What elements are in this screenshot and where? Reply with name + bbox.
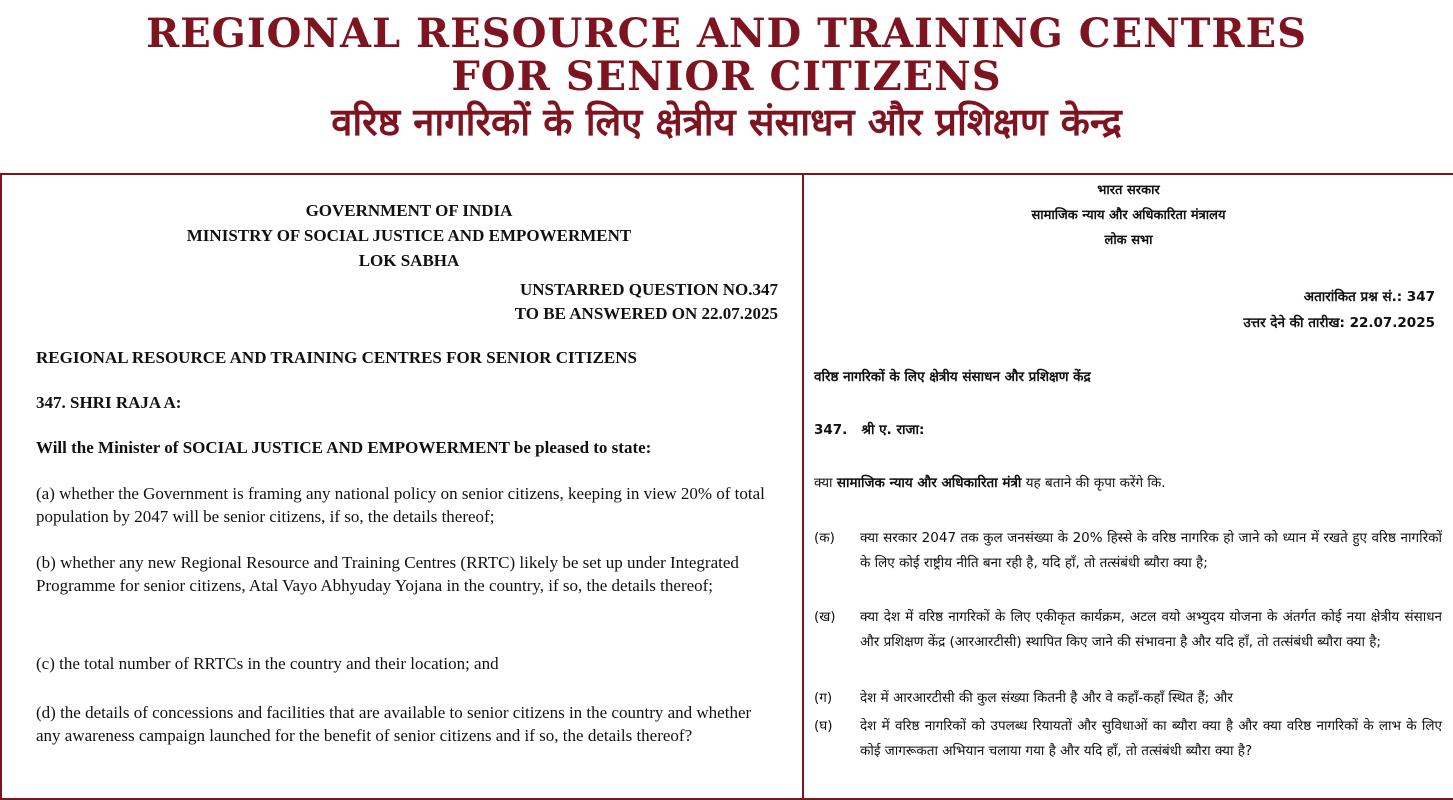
answer-date-hindi: उत्तर देने की तारीख: 22.07.2025: [1243, 315, 1435, 331]
ministry-heading: MINISTRY OF SOCIAL JUSTICE AND EMPOWERMENT: [186, 226, 632, 245]
member-name: 347. SHRI RAJA A:: [36, 393, 182, 412]
question-number-hindi: अतारांकित प्रश्न सं.: 347: [1303, 289, 1435, 305]
question-part-c: (c) the total number of RRTCs in the country and their location; and: [36, 654, 499, 673]
question-number: UNSTARRED QUESTION NO.347: [519, 280, 778, 299]
question-part-d: (d) the details of concessions and facilities that are available to senior citizens in the country and whether any awareness campaign launched for the benefit of senior citizens and if so, the details thereof?: [36, 703, 752, 745]
question-intro-hindi: [814, 471, 1442, 495]
house-heading: LOK SABHA: [358, 251, 460, 270]
ministry-heading-hindi: सामाजिक न्याय और अधिकारिता मंत्रालय: [1031, 208, 1226, 223]
item-text: क्या सरकार 2047 तक कुल जनसंख्या के 20% हिस्से के वरिष्ठ नागरिक हो जाने को ध्यान में रखते हुए वरिष्ठ नागरिकों के लिए कोई राष्ट्रीय नीति बना रही है, यदि हाँ, तो तत्संबंधी ब्यौरा क्या है;: [860, 530, 1442, 571]
item-label: (घ): [814, 718, 833, 734]
item-label: (ख): [814, 609, 836, 625]
member-name-hindi: 347. श्री ए. राजा:: [814, 422, 925, 438]
answer-date: TO BE ANSWERED ON 22.07.2025: [514, 304, 778, 323]
banner-title-english-line2: FOR SENIOR CITIZENS: [451, 53, 1002, 100]
gov-heading-hindi: भारत सरकार: [1097, 183, 1160, 198]
item-label: (क): [814, 530, 835, 546]
banner-title-english-line1: REGIONAL RESOURCE AND TRAINING CENTRES: [145, 10, 1308, 57]
question-subject: REGIONAL RESOURCE AND TRAINING CENTRES FOR SENIOR CITIZENS: [36, 348, 637, 367]
item-text: देश में वरिष्ठ नागरिकों को उपलब्ध रियायतों और सुविधाओं का ब्यौरा क्या है और क्या वरिष्ठ नागरिकों के लाभ के लिए कोई जागरूकता अभियान चलाया गया है और यदि हाँ, तो तत्संबंधी ब्यौरा क्या है?: [860, 718, 1442, 759]
gov-heading: GOVERNMENT OF INDIA: [305, 201, 513, 220]
question-part-gha: [814, 714, 1442, 763]
item-label: (ग): [814, 690, 833, 706]
intro-suffix-hindi: यह बताने की कृपा करेंगे कि.: [1021, 475, 1166, 491]
question-part-ga: [814, 686, 1442, 711]
banner-title-hindi: वरिष्ठ नागरिकों के लिए क्षेत्रीय संसाधन और प्रशिक्षण केन्द्र: [331, 100, 1122, 144]
item-text: क्या देश में वरिष्ठ नागरिकों के लिए एकीकृत कार्यक्रम, अटल वयो अभ्युदय योजना के अंतर्गत कोई नया क्षेत्रीय संसाधन और प्रशिक्षण केंद्र (आरआरटीसी) स्थापित किए जाने की संभावना है और यदि हाँ, तो तत्संबंधी ब्यौरा क्या है;: [860, 609, 1442, 650]
item-text: देश में आरआरटीसी की कुल संख्या कितनी है और वे कहाँ-कहाँ स्थित हैं; और: [860, 690, 1233, 706]
english-question-panel: [2, 175, 802, 798]
minister-title-hindi: सामाजिक न्याय और अधिकारिता मंत्री: [836, 475, 1022, 491]
question-part-kha: [814, 605, 1442, 654]
question-part-ka: [814, 526, 1442, 575]
question-subject-hindi: वरिष्ठ नागरिकों के लिए क्षेत्रीय संसाधन और प्रशिक्षण केंद्र: [814, 369, 1091, 385]
question-part-a: (a) whether the Government is framing any national policy on senior citizens, keeping in view 20% of total population by 2047 will be senior citizens, if so, the details thereof;: [36, 484, 765, 526]
question-intro: Will the Minister of SOCIAL JUSTICE AND EMPOWERMENT be pleased to state:: [36, 438, 652, 457]
document-frame: [0, 173, 1453, 800]
house-heading-hindi: लोक सभा: [1104, 233, 1153, 248]
intro-prefix-hindi: क्या: [814, 475, 837, 491]
title-banner: [0, 0, 1453, 172]
hindi-question-panel: [804, 175, 1453, 798]
question-part-b: (b) whether any new Regional Resource and Training Centres (RRTC) likely be set up under Integrated Programme for senior citizens, Atal Vayo Abhyuday Yojana in the country, if so, the details thereof;: [36, 553, 739, 595]
